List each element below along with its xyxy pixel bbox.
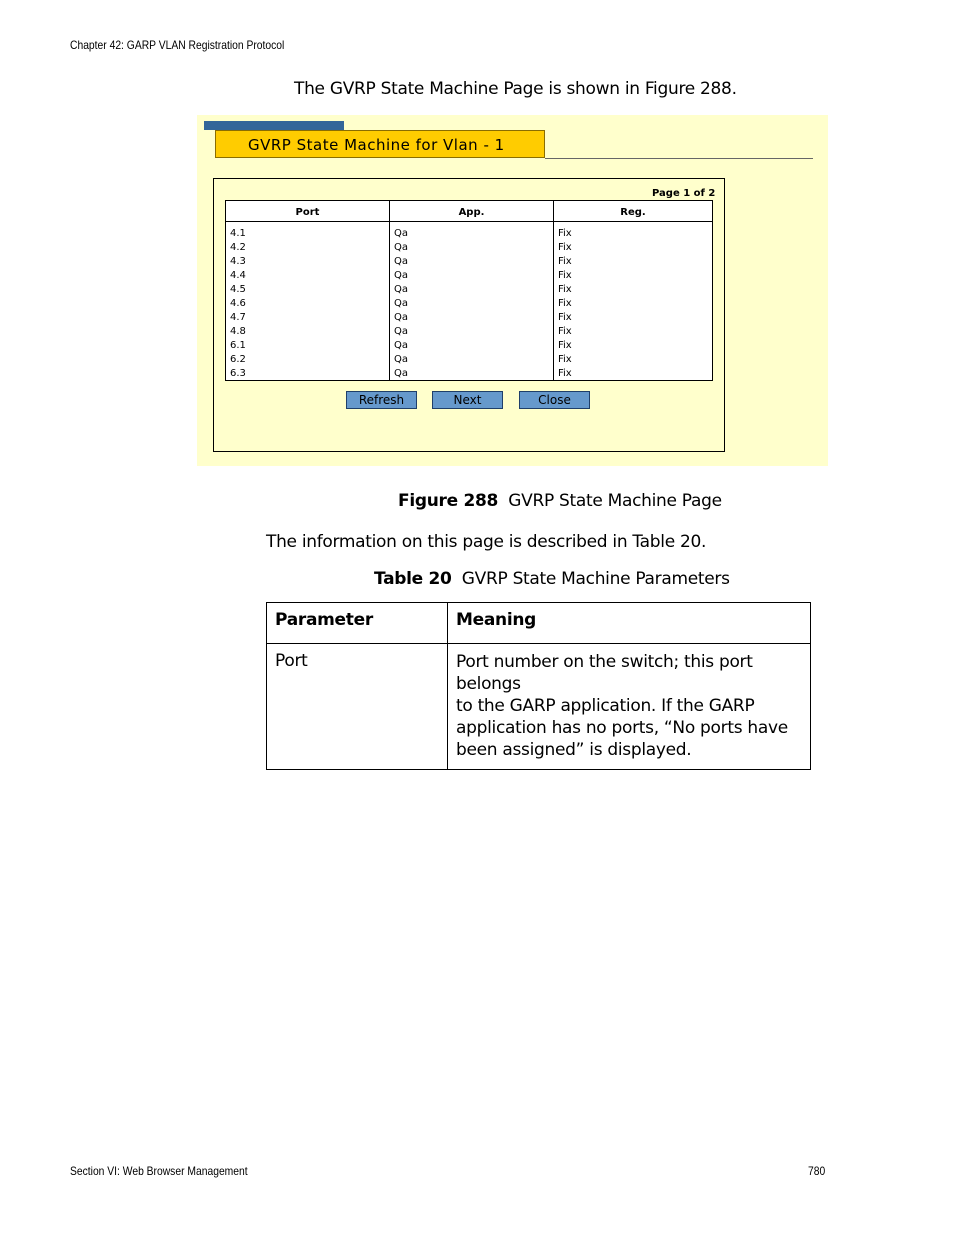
- port-cell: 6.1: [230, 340, 246, 351]
- reg-cell: Fix: [558, 284, 572, 295]
- meaning-line: application has no ports, “No ports have: [456, 718, 788, 738]
- figure-caption: [398, 491, 722, 511]
- footer-section: Section VI: Web Browser Management: [70, 1164, 248, 1178]
- reg-cell: Fix: [558, 326, 572, 337]
- info-paragraph: The information on this page is described in Table 20.: [266, 532, 707, 552]
- running-header: Chapter 42: GARP VLAN Registration Protocol: [70, 38, 285, 52]
- table-header-row: [267, 603, 811, 644]
- port-header: Port: [226, 201, 389, 222]
- refresh-button[interactable]: Refresh: [346, 391, 417, 409]
- port-cell: 4.5: [230, 284, 246, 295]
- reg-cell: Fix: [558, 228, 572, 239]
- title-rule: [545, 158, 813, 159]
- app-cell: Qa: [394, 270, 408, 281]
- app-cell: Qa: [394, 228, 408, 239]
- reg-cell: Fix: [558, 368, 572, 379]
- reg-cell: Fix: [558, 354, 572, 365]
- port-cell: 4.4: [230, 270, 246, 281]
- app-column: [390, 201, 554, 380]
- page-indicator: Page 1 of 2: [652, 188, 716, 199]
- app-cell: Qa: [394, 326, 408, 337]
- reg-header: Reg.: [554, 201, 712, 222]
- app-header: App.: [390, 201, 553, 222]
- app-cell: Qa: [394, 298, 408, 309]
- app-cell: Qa: [394, 256, 408, 267]
- reg-cell: Fix: [558, 256, 572, 267]
- reg-cell: Fix: [558, 312, 572, 323]
- meaning-header: Meaning: [448, 603, 811, 644]
- table-caption: [374, 569, 730, 589]
- tab-strip: [204, 121, 344, 130]
- port-cell: 4.7: [230, 312, 246, 323]
- table-label: Table 20: [374, 569, 452, 589]
- meaning-line: been assigned” is displayed.: [456, 740, 692, 760]
- port-cell: 4.3: [230, 256, 246, 267]
- intro-paragraph: The GVRP State Machine Page is shown in Figure 288.: [294, 79, 737, 99]
- app-cell: Qa: [394, 368, 408, 379]
- page-number: 780: [808, 1164, 826, 1178]
- parameter-header: Parameter: [267, 603, 448, 644]
- app-cell: Qa: [394, 312, 408, 323]
- port-cell: 4.1: [230, 228, 246, 239]
- reg-cell: Fix: [558, 242, 572, 253]
- port-cell: 4.8: [230, 326, 246, 337]
- meaning-line: to the GARP application. If the GARP: [456, 696, 755, 716]
- state-machine-table: [225, 200, 713, 381]
- app-cell: Qa: [394, 340, 408, 351]
- app-cell: Qa: [394, 354, 408, 365]
- meaning-line: Port number on the switch; this port belongs: [456, 652, 753, 694]
- app-cell: Qa: [394, 284, 408, 295]
- reg-column: [554, 201, 712, 380]
- port-cell: 6.3: [230, 368, 246, 379]
- reg-cell: Fix: [558, 270, 572, 281]
- reg-cell: Fix: [558, 298, 572, 309]
- screenshot-title: GVRP State Machine for Vlan - 1: [215, 130, 545, 158]
- app-cell: Qa: [394, 242, 408, 253]
- port-column: [226, 201, 390, 380]
- parameter-cell: Port: [267, 644, 448, 770]
- port-cell: 6.2: [230, 354, 246, 365]
- figure-title: GVRP State Machine Page: [508, 491, 722, 511]
- figure-label: Figure 288: [398, 491, 499, 511]
- table-row: [267, 644, 811, 770]
- port-cell: 4.2: [230, 242, 246, 253]
- port-cell: 4.6: [230, 298, 246, 309]
- next-button[interactable]: Next: [432, 391, 503, 409]
- meaning-cell: [448, 644, 811, 770]
- table-title: GVRP State Machine Parameters: [461, 569, 730, 589]
- reg-cell: Fix: [558, 340, 572, 351]
- close-button[interactable]: Close: [519, 391, 590, 409]
- parameter-table: [266, 602, 811, 770]
